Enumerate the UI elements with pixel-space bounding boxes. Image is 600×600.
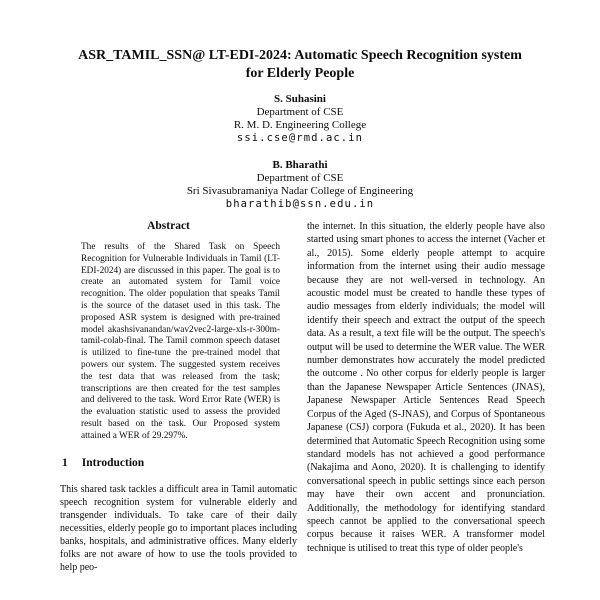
author-affiliation: Sri Sivasubramaniya Nadar College of Engineering [186, 185, 414, 197]
two-column-body [60, 219, 545, 600]
right-column-text: the internet. In this situation, the elderly people have also started using smart phones to access the internet (Vacher et al., 2015). Some elderly people attempt to acquire information from the internet using their audio message because they are not well-versed in technology. An acoustic model must be created to handle these types of audio messages from elderly individuals; the model will identify their speech and extract the output of the speech data. As a result, a text file will be the output. The speech's output will be used to determine the WER value. The WER number demonstrates how accurately the model predicted the outcome . No other corpus for elderly people is larger than the Japanese Newspaper Article Sentences (JNAS), Japanese Newspaper Article Sentences Read Speech Corpus of the Aged (S-JNAS), and Corpus of Spontaneous Japanese (CSJ) corpora (Fukuda et al., 2020). It has been determined that Automatic Speech Recognition using some standard models has not achieved a good performance (Nakajima and Aono, 2020). It is challenging to identify conversational speech in public settings since each person may have their own accent and pronunciation. Additionally, the methodology for identifying standard speech cannot be applied to the conversational speech corpus because it raises WER. A transformer model technique is utilised to treat this type of older people's [307, 221, 545, 554]
author-department: Department of CSE [256, 106, 344, 118]
introduction-text: This shared task tackles a difficult area in Tamil automatic speech recognition system for vulnerable elderly and transgender individuals. To take care of their daily necessities, elderly people go to important places including banks, hospitals, and administrative offices. Many elderly folks are not aware of how to use the tools provided to help peo- [60, 483, 297, 574]
section-title: Introduction [81, 456, 145, 469]
paper-title-line1: ASR_TAMIL_SSN@ LT-EDI-2024: Automatic Speech Recognition system [78, 48, 522, 63]
abstract-heading: Abstract [147, 220, 190, 232]
author-email: bharathib@ssn.edu.in [225, 198, 375, 210]
author-block-1 [0, 93, 600, 145]
section-number: 1 [62, 456, 68, 469]
paper-title [55, 47, 545, 83]
abstract-text: The results of the Shared Task on Speech Recognition for Vulnerable Individuals in Tamil (LT-EDI-2024) are discussed in this paper. The goal is to create an automated system for Tamil voice recognition. The older population that speaks Tamil is the source of the dataset used in this task. The proposed ASR system is designed with pre-trained model akashsivanandan/wav2vec2-large-xls-r-300m-tamil-colab-final. The Tamil common speech dataset is utilized to fine-tune the pre-trained model that powers our system. The suggested system receives the test data that was released from the task; transcriptions are then created for the test samples and delivered to the task. Word Error Rate (WER) is the evaluation statistic used to assess the provided result based on the task. Our Proposed system attained a WER of 29.297%. [81, 242, 280, 441]
author-department: Department of CSE [256, 172, 344, 184]
author-email: ssi.cse@rmd.ac.in [236, 132, 364, 144]
author-affiliation: R. M. D. Engineering College [233, 119, 367, 131]
section-heading-introduction [62, 456, 297, 470]
author-block-2 [0, 159, 600, 211]
right-column [307, 219, 545, 600]
paper-header [0, 0, 600, 211]
left-column [60, 219, 297, 600]
paper-title-line2: for Elderly People [245, 66, 355, 81]
author-name: S. Suhasini [274, 93, 326, 105]
author-name: B. Bharathi [272, 159, 328, 171]
